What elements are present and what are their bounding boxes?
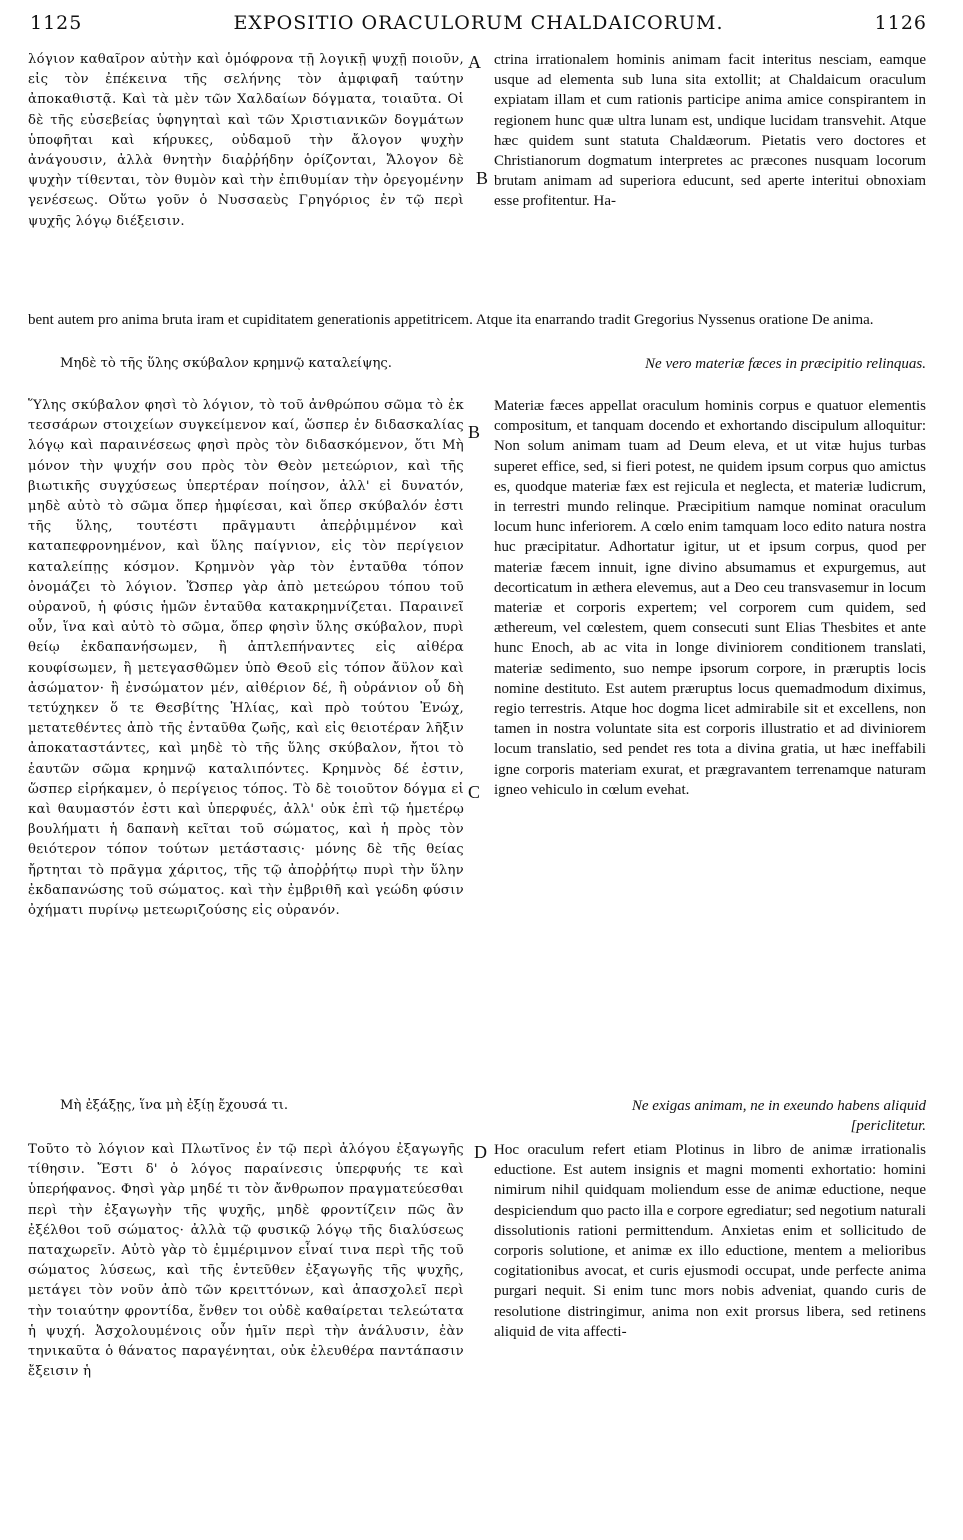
margin-marker-c: C xyxy=(468,782,481,802)
greek-text-section-2: Ὕλης σκύβαλον φησὶ τὸ λόγιον, τὸ τοῦ ἀνθρώπου σῶμα τὸ ἐκ τεσσάρων στοιχείων συγκείμενον καί, ὥσπερ ἐν διδασκαλίας λόγῳ καὶ παραινέσεως φησὶ πρὸς τὸν διδασκόμενον, ὅτι Μὴ μόνον τὴν ψυχήν σου πρὸς τὸν Θεὸν μετεώριον, καὶ τῆς βιωτικῆς συγχύσεως ὑπερτέραν ποίησον, ἀλλ' εἰ δυνατόν, μηδὲ αὐτὸ τὸ σῶμα ὅπερ ἠμφίεσαι, καὶ ὅπερ σκύβαλόν ἐστι τῆς ὕλης, τουτέστι πρᾶγμαυτι ἀπεῤῥιμμένον καὶ καταπεφρονημένον, καὶ ὕλης παίγνιον, εἰς τὸν περίγειον καταλείπῃς κόσμον. Κρημνὸν γὰρ τὸν ἐνταῦθα τόπον ὀνομάζει τὸ λόγιον. Ὥσπερ γὰρ ἀπὸ μετεώρου τόπου τοῦ οὐρανοῦ, ἡ φύσις ἡμῶν ἐνταῦθα κατακρημνίζεται. Παραινεῖ οὖν, ἵνα καὶ αὐτὸ τὸ σῶμα, ὅπερ φησὶν ὕλης σκύβαλον, πυρὶ θείῳ ἐκδαπανήσωμεν, ἢ ἀπτλεπήναντες εἰς αἰθέρα κουφίσωμεν, ἢ μετεγασθῶμεν ὑπὸ Θεοῦ εἰς τόπον ἄϋλον καὶ ἀσώματον· ἢ ἐνσώματον μέν, αἰθέριον δέ, ἢ οὐράνιον οὗ δὴ τετύχηκεν ὅ τε Θεσβίτης Ἠλίας, καὶ πρὸ τούτου Ἐνώχ, μετατεθέντες ἀπὸ τῆς ἐνταῦθα ζωῆς, καὶ εἰς θειοτέραν λῆξιν ἀποκαταστάντες, καὶ μηδὲ τὸ τῆς ὕλης σκύβαλον, ἤτοι τὸ ἑαυτῶν σῶμα κρημνῷ καταλιπόντες. Κρημνὸς δέ ἐστιν, ὥσπερ εἰρήκαμεν, ὁ περίγειος τόπος. Τὸ δὲ τοιοῦτον δόγμα εἰ καὶ θαυμαστόν ἐστι καὶ ὑπερφυές, ἀλλ' οὐκ ἐπὶ τῷ ἡμετέρῳ βουλήματι ἡ δαπανὴ κεῖται τοῦ σώματος, καὶ ἡ πρὸς τὸν θειότερον τόπον τούτων μετάστασις· μόνης δὲ τῆς θείας ἤρτηται τὸ πρᾶγμα χάριτος, τῆς τῷ ἀποῤῥήτῳ πυρὶ τὴν ὕλην ἐκδαπανώσης τοῦ σώματος. καὶ τὴν ἐμβριθῆ καὶ γεώδη φύσιν ὀχήματι πυρίνῳ μετεωριζούσης εἰς οὐρανόν. xyxy=(28,398,464,919)
latin-text-section-1: ctrina irrationalem hominis animam facit interitus nesciam, eamque usque ad elementa sub luna sita extollit; at Chaldaicum oraculum expiatam illam et cum rationis participe anima amice conspirantem in regionem hunc quæ ultra lunam est, undique lucidam transvehit. Atque hæc quidem sunt statuta Chaldæorum. Pietatis vero doctores et Christianorum dogmatum interpretes ac præcones nusquam locorum brutam animam ad superiora educunt, sed aperte interitui obnoxiam esse profitentur. Ha- xyxy=(494,52,926,210)
margin-marker-b-2: B xyxy=(468,422,481,442)
latin-lemma-2-line-1: Ne exigas animam, ne in exeundo habens aliquid xyxy=(631,1098,926,1114)
latin-lemma-1: Ne vero materiæ fæces in præcipitio relinquas. xyxy=(645,356,926,372)
page-number-right: 1126 xyxy=(874,12,927,34)
margin-marker-a: A xyxy=(468,52,481,72)
latin-text-section-3: Hoc oraculum refert etiam Plotinus in libro de animæ irrationalis eductione. Est autem insignis et magni momenti exhortatio: homini nimirum nihil quidquam moliendum esse de animæ eductione, neque despiciendum quo pacto illa e corpore egrediatur; sed negotium naturali dissolutionis rationi permittendum. Anxietas enim et sollicitudo de corporis solutione, et animæ ex illo eductione, mentem a melioribus cogitationibus avocat, et curis ejusmodi occupat, unde perfecte anima purgari nequit. Si enim tunc mors nobis adveniat, quando curis de resolutione distringimur, anima non exit prorsus libera, sed retinens aliquid de vita affecti- xyxy=(494,1142,926,1340)
greek-lemma-1: Μηδὲ τὸ τῆς ὕλης σκύβαλον κρημνῷ καταλείψης. xyxy=(60,356,392,371)
greek-text-section-1: λόγιον καθαῖρον αὐτὴν καὶ ὁμόφρονα τῇ λογικῇ ψυχῇ ποιοῦν, εἰς τὸν ἐπέκεινα τῆς σελήνης τὸν ἀμφιφαῆ ταύτην ἀποκαθιστᾷ. Καὶ τὰ μὲν τῶν Χαλδαίων δόγματα, τοιαῦτα. Οἱ δὲ τῆς εὐσεβείας ὑφηγηταὶ καὶ τῶν Χριστιανικῶν δογμάτων ὑποφῆται καὶ κήρυκες, οὐδαμοῦ τὴν ἄλογον ψυχὴν ἀνάγουσιν, ἀλλὰ θνητὴν διαῤῥήδην ὁρίζονται, Ἄλογον δὲ ψυχὴν τίθενται, τὸν θυμὸν καὶ τὴν ἐπιθυμίαν τὴν ὀρεγομένην γενέσεως. Οὕτω γοῦν ὁ Νυσσαεὺς Γρηγόριος ἐν τῷ περὶ ψυχῆς λόγῳ διέξεισιν. xyxy=(28,52,464,229)
page-header xyxy=(30,12,927,40)
latin-text-section-1-full-width: bent autem pro anima bruta iram et cupiditatem generationis appetitricem. Atque ita enarrando tradit Gregorius Nyssenus oratione De anima. xyxy=(28,312,874,328)
greek-lemma-2: Μὴ ἐξάξῃς, ἵνα μὴ ἐξίῃ ἔχουσά τι. xyxy=(60,1098,289,1113)
greek-text-section-3: Τοῦτο τὸ λόγιον καὶ Πλωτῖνος ἐν τῷ περὶ ἀλόγου ἐξαγωγῆς τίθησιν. Ἔστι δ' ὁ λόγος παραίνεσις ὑπερφυής τε καὶ ὑπερήφανος. Φησὶ γὰρ μηδέ τι τὸν ἄνθρωπον πραγματεύεσθαι περὶ τὴν ἐξαγωγὴν τῆς ψυχῆς, μηδὲ φροντίζειν πῶς ἂν ἐξέλθοι τοῦ σώματος· ἀλλὰ τῷ φυσικῷ λόγῳ τῆς διαλύσεως παταχωρεῖν. Αὐτὸ γὰρ τὸ ἐμμέριμνον εἶναί τινα περὶ τῆς τοῦ σώματος λύσεως, καὶ τῆς ἐντεῦθεν ἐξαγωγῆς τῆς ψυχῆς, μετάγει τὸν νοῦν ἀπὸ τῶν κρειττόνων, καὶ ἀπασχολεῖ περὶ τὴν τοιαύτην φροντίδα, ἔνθεν τοι οὐδὲ καθαίρεται τελεώτατα ἡ ψυχή. Ἀσχολουμένοις οὖν ἡμῖν περὶ τὴν ἀνάλυσιν, ἐὰν τηνικαῦτα ὁ θάνατος παραγένηται, οὐκ ἐλευθέρα παντάπασιν ἔξεισιν ἡ xyxy=(28,1142,464,1380)
page-number-left: 1125 xyxy=(30,12,83,34)
margin-marker-b: B xyxy=(476,168,489,188)
latin-lemma-2-line-2: [periclitetur. xyxy=(850,1118,926,1134)
latin-text-section-2: Materiæ fæces appellat oraculum hominis corpus e quatuor elementis compositum, et tanquam docendo et exhortando discipulum alloquitur: Non solum animam tuam ad Deum eleva, et ut vitæ hujus turbas superet effice, sed, si fieri potest, ne quidem ipsum corpus quo amictus es, quodque materiæ fæx est rejicula et neglecta, et materiæ ludicrum, in terrestri mundo relinque. Præcipitium namque nominat oraculum locum hunc inferiorem. A cœlo enim tamquam loco edito natura nostra huc præcipitatur. Adhortatur igitur, ut et ipsum corpus, quod per materiæ fæcem innuit, igne divino absumamus et expurgemus, aut decorticatum in æthera elevemus, aut a Deo ceu transvasemur in locum materiæ et corporis expertem; vel corporem cum quidem, sed æthereum, vel cœlestem, quem consecuti sunt Elias Thesbites et ante hunc Enoch, ab ac vita in longe diviniorem conditionem translati, materiæ sedimento, suo nempe ipsorum corpore, in præruptis locis nomine destituto. Est autem præruptus locus quemadmodum diximus, regio terrestris. Atque hoc dogma licet admirabile sit et excellens, non tamen in nostra voluntate sita est corporis illustratio et ad diviniorem locum translatio, sed pendet res tota a divina gratia, ut hæc ineffabili igne corporis materiam exurat, et prægravantem terrenamque naturam igneo vehiculo in cœlum evehat. xyxy=(494,398,926,798)
running-title: EXPOSITIO ORACULORUM CHALDAICORUM. xyxy=(233,12,724,34)
margin-marker-d: D xyxy=(474,1142,487,1162)
